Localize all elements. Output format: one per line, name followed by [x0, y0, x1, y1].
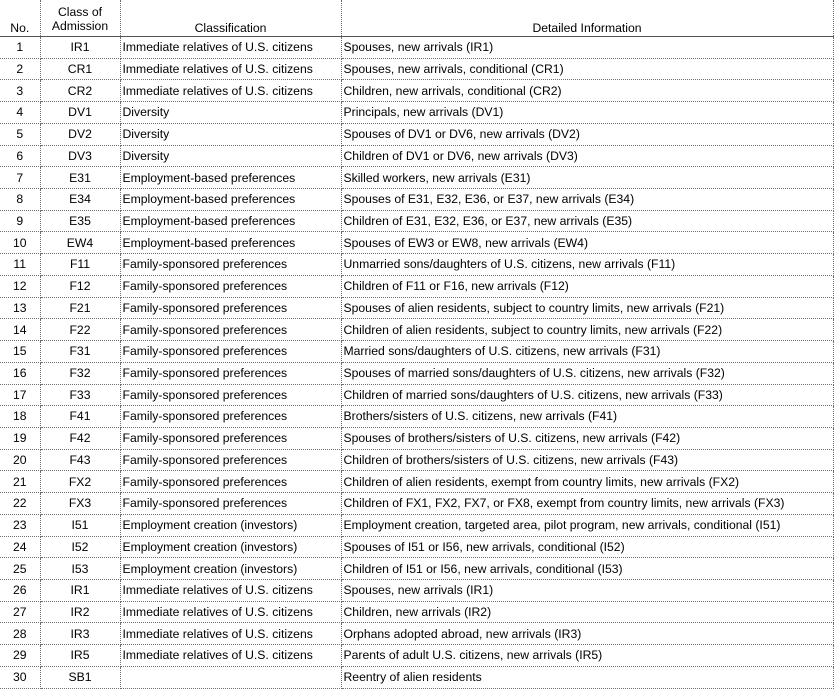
- row-class-code-cell[interactable]: E34: [40, 189, 120, 211]
- row-no-cell[interactable]: 30: [0, 666, 40, 688]
- table-row: [0, 645, 833, 667]
- row-class-code-cell[interactable]: F42: [40, 427, 120, 449]
- row-no-cell[interactable]: 29: [0, 645, 40, 667]
- row-detail-cell[interactable]: Children of married sons/daughters of U.S. citizens, new arrivals (F33): [341, 384, 833, 406]
- table-row: [0, 58, 833, 80]
- table-row: [0, 427, 833, 449]
- row-detail-cell[interactable]: Children of DV1 or DV6, new arrivals (DV3): [341, 145, 833, 167]
- table-row: [0, 341, 833, 363]
- row-no-cell[interactable]: 8: [0, 189, 40, 211]
- row-detail-cell[interactable]: Children of FX1, FX2, FX7, or FX8, exempt from country limits, new arrivals (FX3): [341, 493, 833, 515]
- row-class-code-cell[interactable]: F11: [40, 254, 120, 276]
- row-no-cell[interactable]: 7: [0, 167, 40, 189]
- row-no-cell[interactable]: 28: [0, 623, 40, 645]
- header-row: [0, 0, 833, 37]
- row-no-cell[interactable]: 6: [0, 145, 40, 167]
- row-detail-cell[interactable]: Spouses, new arrivals (IR1): [341, 37, 833, 59]
- row-classification-cell[interactable]: Family-sponsored preferences: [120, 275, 341, 297]
- header-class-of-admission[interactable]: [40, 0, 120, 37]
- row-class-code-cell[interactable]: IR3: [40, 623, 120, 645]
- table-row: [0, 406, 833, 428]
- row-detail-cell[interactable]: Spouses of alien residents, subject to country limits, new arrivals (F21): [341, 297, 833, 319]
- row-class-code-cell[interactable]: F41: [40, 406, 120, 428]
- row-detail-cell[interactable]: Employment creation, targeted area, pilot program, new arrivals, conditional (I51): [341, 514, 833, 536]
- row-classification-cell[interactable]: Employment-based preferences: [120, 210, 341, 232]
- row-class-code-cell[interactable]: I53: [40, 558, 120, 580]
- row-class-code-cell[interactable]: F21: [40, 297, 120, 319]
- table-row: [0, 189, 833, 211]
- table-row: [0, 210, 833, 232]
- table-row: [0, 254, 833, 276]
- row-classification-cell[interactable]: Diversity: [120, 145, 341, 167]
- table-row: [0, 601, 833, 623]
- row-no-cell[interactable]: 5: [0, 123, 40, 145]
- row-classification-cell[interactable]: Immediate relatives of U.S. citizens: [120, 37, 341, 59]
- row-no-cell[interactable]: 22: [0, 493, 40, 515]
- row-detail-cell[interactable]: Spouses of E31, E32, E36, or E37, new arrivals (E34): [341, 189, 833, 211]
- header-detailed-information[interactable]: Detailed Information: [341, 0, 833, 37]
- row-class-code-cell[interactable]: IR1: [40, 37, 120, 59]
- row-classification-cell[interactable]: Diversity: [120, 123, 341, 145]
- row-no-cell[interactable]: 16: [0, 362, 40, 384]
- row-classification-cell[interactable]: Immediate relatives of U.S. citizens: [120, 623, 341, 645]
- header-class-line1: Class of: [57, 4, 103, 19]
- row-no-cell[interactable]: 14: [0, 319, 40, 341]
- row-detail-cell[interactable]: Spouses of brothers/sisters of U.S. citizens, new arrivals (F42): [341, 427, 833, 449]
- table-row: [0, 275, 833, 297]
- row-classification-cell[interactable]: Family-sponsored preferences: [120, 341, 341, 363]
- table-row: [0, 384, 833, 406]
- row-class-code-cell[interactable]: F43: [40, 449, 120, 471]
- table-body: [0, 37, 833, 689]
- row-classification-cell[interactable]: Immediate relatives of U.S. citizens: [120, 80, 341, 102]
- row-classification-cell[interactable]: Family-sponsored preferences: [120, 362, 341, 384]
- row-classification-cell[interactable]: Employment creation (investors): [120, 558, 341, 580]
- row-class-code-cell[interactable]: F32: [40, 362, 120, 384]
- row-detail-cell[interactable]: Spouses, new arrivals, conditional (CR1): [341, 58, 833, 80]
- row-no-cell[interactable]: 23: [0, 514, 40, 536]
- row-no-cell[interactable]: 3: [0, 80, 40, 102]
- row-no-cell[interactable]: 12: [0, 275, 40, 297]
- table-row: [0, 37, 833, 59]
- row-no-cell[interactable]: 11: [0, 254, 40, 276]
- table-row: [0, 167, 833, 189]
- row-no-cell[interactable]: 18: [0, 406, 40, 428]
- row-no-cell[interactable]: 2: [0, 58, 40, 80]
- row-detail-cell[interactable]: Spouses of EW3 or EW8, new arrivals (EW4): [341, 232, 833, 254]
- row-detail-cell[interactable]: Skilled workers, new arrivals (E31): [341, 167, 833, 189]
- row-detail-cell[interactable]: Children of I51 or I56, new arrivals, conditional (I53): [341, 558, 833, 580]
- table-row: [0, 471, 833, 493]
- table-row: [0, 123, 833, 145]
- row-class-code-cell[interactable]: IR1: [40, 579, 120, 601]
- row-class-code-cell[interactable]: F22: [40, 319, 120, 341]
- row-no-cell[interactable]: 17: [0, 384, 40, 406]
- row-class-code-cell[interactable]: SB1: [40, 666, 120, 688]
- row-class-code-cell[interactable]: F33: [40, 384, 120, 406]
- table-row: [0, 102, 833, 124]
- row-classification-cell[interactable]: Family-sponsored preferences: [120, 254, 341, 276]
- row-classification-cell[interactable]: Employment creation (investors): [120, 514, 341, 536]
- table-row: [0, 579, 833, 601]
- row-class-code-cell[interactable]: E35: [40, 210, 120, 232]
- row-no-cell[interactable]: 24: [0, 536, 40, 558]
- row-detail-cell[interactable]: Spouses, new arrivals (IR1): [341, 579, 833, 601]
- row-detail-cell[interactable]: Reentry of alien residents: [341, 666, 833, 688]
- table-row: [0, 514, 833, 536]
- row-class-code-cell[interactable]: EW4: [40, 232, 120, 254]
- table-row: [0, 666, 833, 688]
- row-detail-cell[interactable]: Children of brothers/sisters of U.S. citizens, new arrivals (F43): [341, 449, 833, 471]
- row-class-code-cell[interactable]: CR2: [40, 80, 120, 102]
- row-classification-cell[interactable]: Family-sponsored preferences: [120, 493, 341, 515]
- row-classification-cell[interactable]: Family-sponsored preferences: [120, 449, 341, 471]
- row-classification-cell[interactable]: Family-sponsored preferences: [120, 406, 341, 428]
- table-row: [0, 80, 833, 102]
- row-detail-cell[interactable]: Children of alien residents, subject to country limits, new arrivals (F22): [341, 319, 833, 341]
- row-classification-cell[interactable]: Family-sponsored preferences: [120, 319, 341, 341]
- row-class-code-cell[interactable]: IR2: [40, 601, 120, 623]
- row-class-code-cell[interactable]: I52: [40, 536, 120, 558]
- header-no[interactable]: No.: [0, 0, 40, 37]
- row-class-code-cell[interactable]: F12: [40, 275, 120, 297]
- row-detail-cell[interactable]: Children, new arrivals (IR2): [341, 601, 833, 623]
- table-row: [0, 558, 833, 580]
- row-detail-cell[interactable]: Children of F11 or F16, new arrivals (F12): [341, 275, 833, 297]
- table-row: [0, 232, 833, 254]
- table-row: [0, 623, 833, 645]
- row-detail-cell[interactable]: Spouses of I51 or I56, new arrivals, conditional (I52): [341, 536, 833, 558]
- row-classification-cell[interactable]: Family-sponsored preferences: [120, 471, 341, 493]
- row-no-cell[interactable]: 26: [0, 579, 40, 601]
- table-row: [0, 536, 833, 558]
- row-detail-cell[interactable]: Parents of adult U.S. citizens, new arrivals (IR5): [341, 645, 833, 667]
- row-class-code-cell[interactable]: IR5: [40, 645, 120, 667]
- row-no-cell[interactable]: 9: [0, 210, 40, 232]
- table-row: [0, 145, 833, 167]
- row-classification-cell[interactable]: Family-sponsored preferences: [120, 384, 341, 406]
- row-no-cell[interactable]: 20: [0, 449, 40, 471]
- row-classification-cell[interactable]: Immediate relatives of U.S. citizens: [120, 58, 341, 80]
- row-classification-cell[interactable]: Diversity: [120, 102, 341, 124]
- row-detail-cell[interactable]: Children of E31, E32, E36, or E37, new arrivals (E35): [341, 210, 833, 232]
- row-classification-cell[interactable]: Immediate relatives of U.S. citizens: [120, 579, 341, 601]
- row-class-code-cell[interactable]: DV1: [40, 102, 120, 124]
- row-class-code-cell[interactable]: FX2: [40, 471, 120, 493]
- row-classification-cell[interactable]: Employment-based preferences: [120, 232, 341, 254]
- table-row: [0, 493, 833, 515]
- row-detail-cell[interactable]: Married sons/daughters of U.S. citizens, new arrivals (F31): [341, 341, 833, 363]
- row-classification-cell[interactable]: Employment-based preferences: [120, 167, 341, 189]
- row-no-cell[interactable]: 1: [0, 37, 40, 59]
- row-detail-cell[interactable]: Unmarried sons/daughters of U.S. citizens, new arrivals (F11): [341, 254, 833, 276]
- row-no-cell[interactable]: 15: [0, 341, 40, 363]
- row-no-cell[interactable]: 25: [0, 558, 40, 580]
- row-class-code-cell[interactable]: I51: [40, 514, 120, 536]
- row-no-cell[interactable]: 21: [0, 471, 40, 493]
- row-detail-cell[interactable]: Children, new arrivals, conditional (CR2): [341, 80, 833, 102]
- row-no-cell[interactable]: 19: [0, 427, 40, 449]
- table-row: [0, 449, 833, 471]
- header-classification[interactable]: Classification: [120, 0, 341, 37]
- row-no-cell[interactable]: 13: [0, 297, 40, 319]
- row-detail-cell[interactable]: Children of alien residents, exempt from country limits, new arrivals (FX2): [341, 471, 833, 493]
- table-row: [0, 297, 833, 319]
- table-header: [0, 0, 833, 37]
- row-class-code-cell[interactable]: CR1: [40, 58, 120, 80]
- row-detail-cell[interactable]: Spouses of married sons/daughters of U.S. citizens, new arrivals (F32): [341, 362, 833, 384]
- row-class-code-cell[interactable]: DV3: [40, 145, 120, 167]
- table-row: [0, 319, 833, 341]
- row-no-cell[interactable]: 10: [0, 232, 40, 254]
- row-classification-cell[interactable]: Employment creation (investors): [120, 536, 341, 558]
- row-detail-cell[interactable]: Orphans adopted abroad, new arrivals (IR3): [341, 623, 833, 645]
- row-classification-cell[interactable]: Family-sponsored preferences: [120, 427, 341, 449]
- row-classification-cell[interactable]: [120, 666, 341, 688]
- row-classification-cell[interactable]: Family-sponsored preferences: [120, 297, 341, 319]
- header-class-line2: Admission: [51, 19, 109, 34]
- row-classification-cell[interactable]: Immediate relatives of U.S. citizens: [120, 645, 341, 667]
- row-class-code-cell[interactable]: E31: [40, 167, 120, 189]
- row-detail-cell[interactable]: Principals, new arrivals (DV1): [341, 102, 833, 124]
- row-class-code-cell[interactable]: DV2: [40, 123, 120, 145]
- row-class-code-cell[interactable]: F31: [40, 341, 120, 363]
- table-row: [0, 362, 833, 384]
- row-detail-cell[interactable]: Brothers/sisters of U.S. citizens, new arrivals (F41): [341, 406, 833, 428]
- row-classification-cell[interactable]: Immediate relatives of U.S. citizens: [120, 601, 341, 623]
- row-detail-cell[interactable]: Spouses of DV1 or DV6, new arrivals (DV2): [341, 123, 833, 145]
- row-no-cell[interactable]: 27: [0, 601, 40, 623]
- row-classification-cell[interactable]: Employment-based preferences: [120, 189, 341, 211]
- row-class-code-cell[interactable]: FX3: [40, 493, 120, 515]
- row-no-cell[interactable]: 4: [0, 102, 40, 124]
